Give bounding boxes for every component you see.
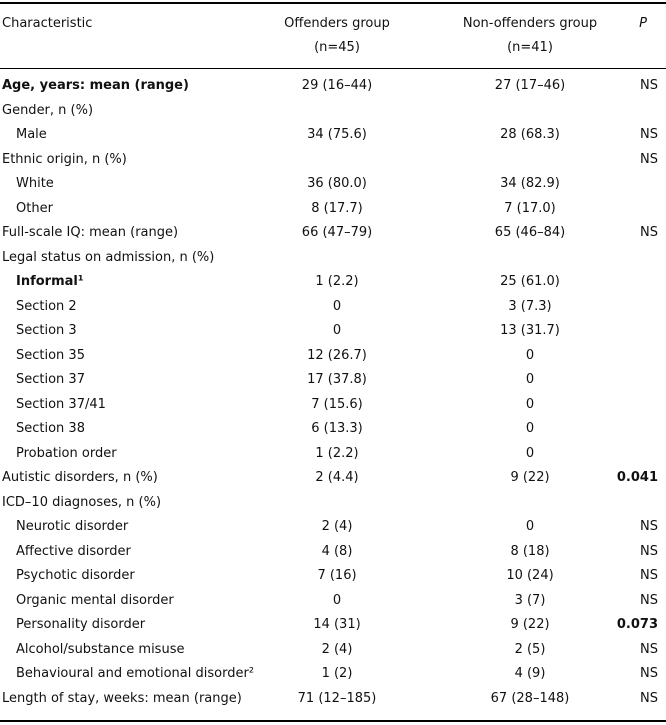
p-value: NS: [640, 690, 658, 706]
table-row: [0, 172, 666, 197]
table-row: [0, 491, 666, 516]
row-label: Organic mental disorder: [16, 592, 174, 608]
p-value: NS: [640, 225, 658, 240]
row-label: Section 38: [16, 421, 85, 436]
row-label: Other: [16, 200, 53, 216]
non-offenders-value: 9 (22): [510, 617, 550, 632]
row-label: Informal¹: [16, 274, 84, 289]
table-row: [0, 295, 666, 320]
header-offenders-n: (n=45): [314, 40, 360, 55]
p-value: NS: [640, 543, 658, 559]
offenders-value: 7 (15.6): [311, 396, 363, 412]
header-offenders: Offenders group: [284, 16, 390, 31]
non-offenders-value: 67 (28–148): [490, 690, 570, 706]
non-offenders-value: 3 (7): [514, 592, 546, 608]
row-label: Section 37: [16, 372, 85, 387]
table-row: [0, 123, 666, 148]
p-value: NS: [640, 78, 658, 93]
offenders-value: 2 (4.4): [315, 470, 359, 485]
row-label: Male: [16, 127, 47, 142]
non-offenders-value: 0: [525, 372, 535, 387]
non-offenders-value: 3 (7.3): [508, 298, 552, 314]
p-value: NS: [640, 151, 658, 167]
table-row: [0, 221, 666, 246]
non-offenders-value: 4 (9): [514, 666, 546, 681]
header-characteristic: Characteristic: [2, 16, 93, 31]
offenders-value: 1 (2.2): [315, 445, 359, 461]
offenders-value: 7 (16): [317, 568, 357, 583]
p-value: NS: [640, 592, 658, 608]
table-row: [0, 662, 666, 687]
row-label: Section 3: [16, 323, 77, 338]
table-row: [0, 687, 666, 712]
table-row: [0, 246, 666, 271]
non-offenders-value: 25 (61.0): [500, 274, 560, 289]
table-bottom-rule: [0, 720, 666, 722]
row-label: Affective disorder: [16, 543, 131, 559]
table-top-rule: [0, 2, 666, 4]
row-label: Neurotic disorder: [16, 519, 129, 534]
header-non-offenders: Non-offenders group: [462, 16, 598, 31]
row-label: Age, years: mean (range): [2, 78, 189, 93]
offenders-value: 6 (13.3): [311, 421, 363, 436]
offenders-value: 71 (12–185): [297, 690, 377, 706]
row-label: Personality disorder: [16, 617, 146, 632]
row-label: Ethnic origin, n (%): [2, 151, 127, 167]
offenders-value: 12 (26.7): [307, 347, 367, 363]
table-row: [0, 319, 666, 344]
offenders-value: 0: [332, 323, 342, 338]
header-p-value: P: [639, 16, 647, 31]
non-offenders-value: 0: [525, 519, 535, 534]
non-offenders-value: 0: [525, 347, 535, 363]
row-label: Gender, n (%): [2, 102, 94, 118]
p-value: 0.073: [616, 617, 658, 632]
non-offenders-value: 65 (46–84): [494, 225, 566, 240]
offenders-value: 17 (37.8): [307, 372, 367, 387]
table-row: [0, 417, 666, 442]
offenders-value: 2 (4): [321, 519, 353, 534]
offenders-value: 36 (80.0): [307, 176, 367, 191]
table-row: [0, 589, 666, 614]
row-label: ICD–10 diagnoses, n (%): [2, 494, 162, 510]
offenders-value: 2 (4): [321, 641, 353, 657]
p-value: NS: [640, 666, 658, 681]
non-offenders-value: 0: [525, 421, 535, 436]
offenders-value: 1 (2): [321, 666, 353, 681]
offenders-value: 4 (8): [321, 543, 353, 559]
p-value: 0.041: [616, 470, 658, 485]
table-header-rule: [0, 68, 666, 69]
table-row: [0, 564, 666, 589]
row-label: Length of stay, weeks: mean (range): [2, 690, 242, 706]
offenders-value: 0: [332, 592, 342, 608]
p-value: NS: [640, 127, 658, 142]
offenders-value: 29 (16–44): [301, 78, 373, 93]
table-row: [0, 99, 666, 124]
non-offenders-value: 0: [525, 445, 535, 461]
table-row: [0, 197, 666, 222]
p-value: NS: [640, 519, 658, 534]
row-label: Psychotic disorder: [16, 568, 135, 583]
table-row: [0, 74, 666, 99]
row-label: Autistic disorders, n (%): [2, 470, 158, 485]
table-row: [0, 540, 666, 565]
non-offenders-value: 7 (17.0): [504, 200, 556, 216]
non-offenders-value: 8 (18): [510, 543, 550, 559]
table-header: [0, 12, 666, 62]
non-offenders-value: 28 (68.3): [500, 127, 560, 142]
non-offenders-value: 13 (31.7): [500, 323, 560, 338]
row-label: Legal status on admission, n (%): [2, 249, 215, 265]
table-row: [0, 442, 666, 467]
offenders-value: 66 (47–79): [301, 225, 373, 240]
offenders-value: 14 (31): [313, 617, 361, 632]
non-offenders-value: 9 (22): [510, 470, 550, 485]
header-non-offenders-n: (n=41): [507, 40, 553, 55]
row-label: Alcohol/substance misuse: [16, 641, 185, 657]
table-row: [0, 368, 666, 393]
row-label: Section 37/41: [16, 396, 106, 412]
non-offenders-value: 10 (24): [506, 568, 554, 583]
non-offenders-value: 2 (5): [514, 641, 546, 657]
non-offenders-value: 27 (17–46): [494, 78, 566, 93]
table-row: [0, 393, 666, 418]
offenders-value: 8 (17.7): [311, 200, 363, 216]
offenders-value: 34 (75.6): [307, 127, 367, 142]
table-row: [0, 466, 666, 491]
table-row: [0, 613, 666, 638]
table-row: [0, 148, 666, 173]
non-offenders-value: 34 (82.9): [500, 176, 560, 191]
non-offenders-value: 0: [525, 396, 535, 412]
row-label: Behavioural and emotional disorder²: [16, 666, 255, 681]
table-row: [0, 344, 666, 369]
row-label: Section 35: [16, 347, 85, 363]
table-row: [0, 638, 666, 663]
offenders-value: 1 (2.2): [315, 274, 359, 289]
row-label: Probation order: [16, 445, 117, 461]
table-body: [0, 74, 666, 711]
row-label: White: [16, 176, 54, 191]
table-row: [0, 270, 666, 295]
table-row: [0, 515, 666, 540]
p-value: NS: [640, 568, 658, 583]
p-value: NS: [640, 641, 658, 657]
offenders-value: 0: [332, 298, 342, 314]
row-label: Section 2: [16, 298, 77, 314]
row-label: Full-scale IQ: mean (range): [2, 225, 179, 240]
